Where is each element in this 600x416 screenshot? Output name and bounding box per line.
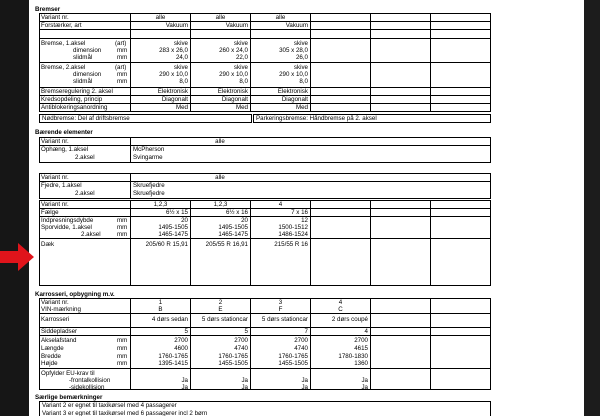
frontal-value: Ja <box>241 377 248 384</box>
body-type: 5 dørs stationcar <box>201 316 248 323</box>
spring-variant: alle <box>215 174 225 181</box>
mm-unit: mm <box>117 360 128 367</box>
tyre-value: 205/55 R 16,91 <box>205 241 248 248</box>
height-label: Højde <box>41 360 58 367</box>
abs-value: Med <box>235 104 248 111</box>
body-type-label: Karrosseri <box>41 316 70 323</box>
vin-value: F <box>278 306 283 313</box>
spring-label: Fjedre, 1.aksel <box>41 182 82 189</box>
art-label: (art) <box>115 40 127 47</box>
tyre-value: 205/60 R 15,91 <box>145 241 188 248</box>
vin-label: VIN-mærkning <box>41 306 81 313</box>
brakes-variant: alle <box>155 14 166 21</box>
mm-unit: mm <box>117 47 128 54</box>
booster-value: Vakuum <box>285 22 308 29</box>
dimension-label: dimension <box>73 47 102 54</box>
wear-label: slidmål <box>73 78 93 85</box>
mount-label: Ophæng, 1.aksel <box>41 146 89 153</box>
suspension-variant: alle <box>215 138 225 145</box>
seats-value: 5 <box>184 328 188 335</box>
wheels-variant: 4 <box>278 201 283 208</box>
frontal-value: Ja <box>361 377 368 384</box>
body-variant: 3 <box>278 299 283 306</box>
body-type: 2 dørs coupé <box>331 316 368 323</box>
width-value: 1760-1765 <box>158 353 188 360</box>
circuit-value: Diagonalt <box>221 96 248 103</box>
wheelbase-label: Akselafstand <box>41 337 77 344</box>
track2-value: 1465-1475 <box>158 231 188 238</box>
abs-value: Med <box>295 104 308 111</box>
length-value: 4740 <box>234 345 248 352</box>
spring-axle2: Skruefjedre <box>133 190 165 197</box>
track2-value: 1465-1475 <box>218 231 248 238</box>
suspension-heading: Bærende elementer <box>35 129 93 136</box>
spring-variant-label: Variant nr. <box>41 174 69 181</box>
side-value: Ja <box>241 384 248 391</box>
axle2-wear: 8,0 <box>239 78 248 85</box>
mm-unit: mm <box>117 78 128 85</box>
body-type: 4 dørs sedan <box>151 316 188 323</box>
regulation-value: Elektronisk <box>157 88 188 95</box>
axle1-wear: 22,0 <box>235 54 248 61</box>
body-variant: 2 <box>218 299 223 306</box>
mm-unit: mm <box>117 231 128 238</box>
regulation-label: Bremseregulering 2. aksel <box>41 88 113 95</box>
scrollbar[interactable] <box>584 0 600 416</box>
mm-unit: mm <box>117 217 128 224</box>
dimension-label: dimension <box>73 71 102 78</box>
booster-label: Forstærker, art <box>41 22 82 29</box>
height-value: 1455-1505 <box>218 360 248 367</box>
circuit-value: Diagonalt <box>281 96 308 103</box>
length-label: Længde <box>41 345 64 352</box>
body-variant: 4 <box>338 299 343 306</box>
wheels-variant: 1,2,3 <box>213 201 228 208</box>
length-value: 4615 <box>354 345 368 352</box>
body-variant-label: Variant nr. <box>41 299 69 306</box>
art-label: (art) <box>115 64 127 71</box>
offset-label: Indpresningsdybde <box>41 217 94 224</box>
offset-value: 20 <box>181 217 188 224</box>
body-heading: Karrosseri, opbygning m.v. <box>35 291 115 298</box>
seats-value: 7 <box>304 328 308 335</box>
length-value: 4740 <box>294 345 308 352</box>
spring-axle2-label: 2.aksel <box>75 190 95 197</box>
side-label: -sidekollision <box>69 384 105 391</box>
axle2-type: skive <box>233 64 248 71</box>
track1-label: Sporvidde, 1.aksel <box>41 224 92 231</box>
mm-unit: mm <box>117 224 128 231</box>
track1-value: 1500-1512 <box>278 224 308 231</box>
wheels-variant-label: Variant nr. <box>41 201 69 208</box>
mount-axle1: McPherson <box>133 146 165 153</box>
mm-unit: mm <box>117 353 128 360</box>
seats-label: Siddepladser <box>41 328 78 335</box>
booster-value: Vakuum <box>225 22 248 29</box>
abs-value: Med <box>175 104 188 111</box>
axle2-brake-label: Bremse, 2.aksel <box>41 64 86 71</box>
offset-value: 12 <box>301 217 308 224</box>
wear-label: slidmål <box>73 54 93 61</box>
axle2-dimension: 290 x 10,0 <box>279 71 308 78</box>
track1-value: 1495-1505 <box>218 224 248 231</box>
eu-label: Opfylder EU-krav til <box>41 370 95 377</box>
mm-unit: mm <box>117 71 128 78</box>
circuit-value: Diagonalt <box>161 96 188 103</box>
height-value: 1455-1505 <box>278 360 308 367</box>
width-label: Bredde <box>41 353 61 360</box>
axle1-dimension: 283 x 26,0 <box>159 47 188 54</box>
remark-line: Variant 2 er egnet til taxikørsel med 4 passagerer <box>42 402 177 409</box>
axle1-type: skive <box>173 40 188 47</box>
mount-axle2: Svingarme <box>133 154 163 161</box>
circuit-label: Kredsopdeling, princip <box>41 96 103 103</box>
wheelbase-value: 2700 <box>354 337 368 344</box>
height-value: 1360 <box>354 360 368 367</box>
document-page <box>29 0 584 416</box>
axle1-brake-label: Bremse, 1.aksel <box>41 40 86 47</box>
red-arrow-icon <box>0 243 34 271</box>
frontal-label: -frontalkollision <box>69 377 111 384</box>
axle2-type: skive <box>293 64 308 71</box>
mm-unit: mm <box>117 54 128 61</box>
vin-value: C <box>338 306 343 313</box>
axle1-type: skive <box>293 40 308 47</box>
track2-value: 1486-1524 <box>278 231 308 238</box>
regulation-value: Elektronisk <box>277 88 308 95</box>
axle1-dimension: 260 x 24,0 <box>219 47 248 54</box>
track2-label: 2.aksel <box>81 231 101 238</box>
tyre-value: 215/55 R 16 <box>274 241 308 248</box>
rim-value: 6½ x 16 <box>225 209 248 216</box>
mm-unit: mm <box>117 345 128 352</box>
frontal-value: Ja <box>301 377 308 384</box>
mm-unit: mm <box>117 337 128 344</box>
side-value: Ja <box>181 384 188 391</box>
brakes-variant-label: Variant nr. <box>41 14 69 21</box>
rim-value: 6½ x 15 <box>165 209 188 216</box>
brakes-variant: alle <box>275 14 286 21</box>
parking-brake: Parkeringsbremse: Håndbremse på 2. aksel <box>256 115 377 122</box>
side-value: Ja <box>301 384 308 391</box>
axle2-wear: 8,0 <box>299 78 308 85</box>
abs-label: Antiblokeringsanordning <box>41 104 108 111</box>
vin-value: B <box>158 306 163 313</box>
emergency-brake: Nødbremse: Del af driftsbremse <box>42 115 130 122</box>
brakes-heading: Bremser <box>35 6 61 13</box>
remark-line: Variant 3 er egnet til taxikørsel med 6 passagerer incl 2 børn <box>42 410 208 416</box>
axle1-type: skive <box>233 40 248 47</box>
mount-axle2-label: 2.aksel <box>75 154 95 161</box>
axle2-dimension: 290 x 10,0 <box>159 71 188 78</box>
width-value: 1760-1765 <box>278 353 308 360</box>
axle2-type: skive <box>173 64 188 71</box>
frontal-value: Ja <box>181 377 188 384</box>
axle1-wear: 24,0 <box>175 54 188 61</box>
suspension-variant-label: Variant nr. <box>41 138 69 145</box>
body-type: 5 dørs stationcar <box>261 316 308 323</box>
side-value: Ja <box>361 384 368 391</box>
axle2-dimension: 290 x 10,0 <box>219 71 248 78</box>
offset-value: 20 <box>241 217 248 224</box>
wheelbase-value: 2700 <box>234 337 248 344</box>
tyre-label: Dæk <box>41 241 55 248</box>
axle1-dimension: 305 x 28,0 <box>279 47 308 54</box>
width-value: 1780-1830 <box>338 353 368 360</box>
seats-value: 5 <box>244 328 248 335</box>
vin-value: E <box>218 306 223 313</box>
height-value: 1395-1415 <box>158 360 188 367</box>
spring-axle1: Skruefjedre <box>133 182 165 189</box>
remarks-heading: Særlige bemærkninger <box>35 394 103 401</box>
wheels-variant: 1,2,3 <box>153 201 168 208</box>
width-value: 1760-1765 <box>218 353 248 360</box>
rim-value: 7 x 16 <box>291 209 308 216</box>
body-variant: 1 <box>158 299 163 306</box>
length-value: 4600 <box>174 345 188 352</box>
brakes-variant: alle <box>215 14 226 21</box>
wheelbase-value: 2700 <box>174 337 188 344</box>
axle2-wear: 8,0 <box>179 78 188 85</box>
booster-value: Vakuum <box>165 22 188 29</box>
wheelbase-value: 2700 <box>294 337 308 344</box>
seats-value: 4 <box>364 328 368 335</box>
rim-label: Fælge <box>41 209 59 216</box>
axle1-wear: 26,0 <box>295 54 308 61</box>
regulation-value: Elektronisk <box>217 88 248 95</box>
track1-value: 1495-1505 <box>158 224 188 231</box>
